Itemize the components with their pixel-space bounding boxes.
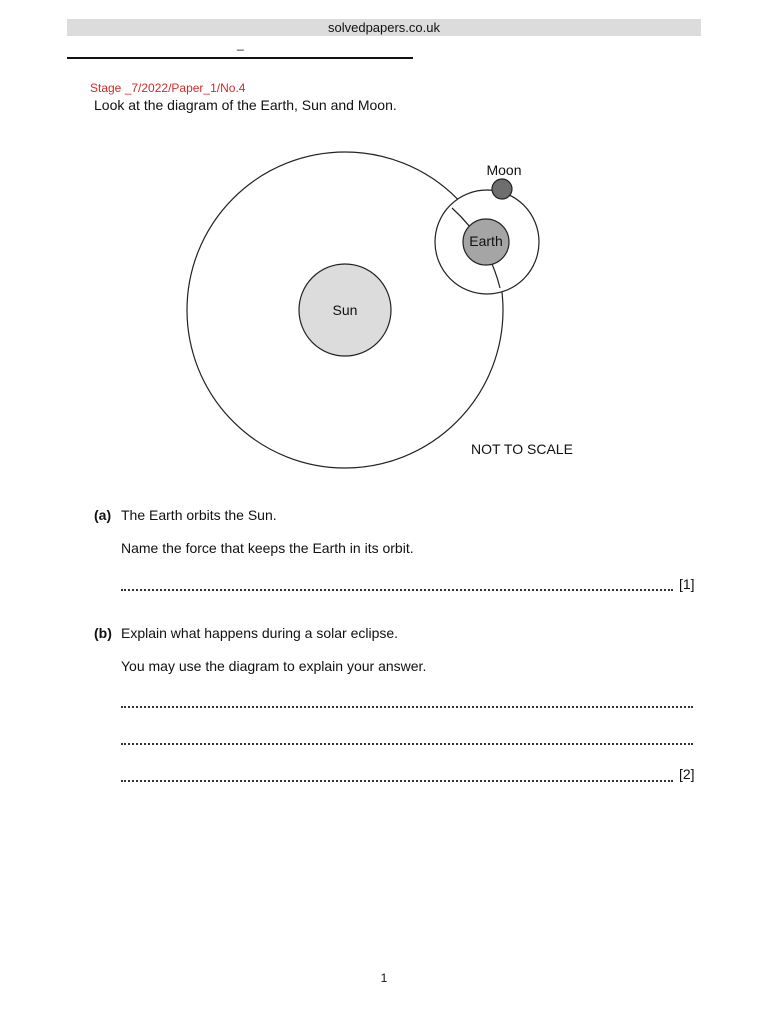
site-name: solvedpapers.co.uk xyxy=(327,20,440,35)
earth-label: Earth xyxy=(469,233,503,249)
moon xyxy=(492,179,512,199)
part-b-label: (b) xyxy=(94,625,112,641)
question-reference: Stage _7/2022/Paper_1/No.4 xyxy=(90,81,246,95)
part-a-answer-line[interactable] xyxy=(121,589,673,591)
part-a-marks: [1] xyxy=(679,576,695,592)
earth-sun-moon-diagram xyxy=(0,0,768,500)
part-b-marks: [2] xyxy=(679,766,695,782)
part-b-question: Explain what happens during a solar eclipse. xyxy=(121,625,399,641)
part-a-statement: The Earth orbits the Sun. xyxy=(121,507,277,523)
part-b-hint: You may use the diagram to explain your answer. xyxy=(121,658,427,674)
page-number: 1 xyxy=(380,971,388,985)
part-b-answer-line-3[interactable] xyxy=(121,780,673,782)
scale-note: NOT TO SCALE xyxy=(471,441,573,457)
part-a-label: (a) xyxy=(94,507,112,523)
header-underscore: _ xyxy=(237,37,244,51)
part-a-question: Name the force that keeps the Earth in its orbit. xyxy=(121,540,414,556)
part-b-answer-line-1[interactable] xyxy=(121,706,693,708)
moon-label: Moon xyxy=(486,162,522,178)
intro-text: Look at the diagram of the Earth, Sun and Moon. xyxy=(94,97,397,113)
sun-label: Sun xyxy=(332,302,358,318)
part-b-answer-line-2[interactable] xyxy=(121,743,693,745)
